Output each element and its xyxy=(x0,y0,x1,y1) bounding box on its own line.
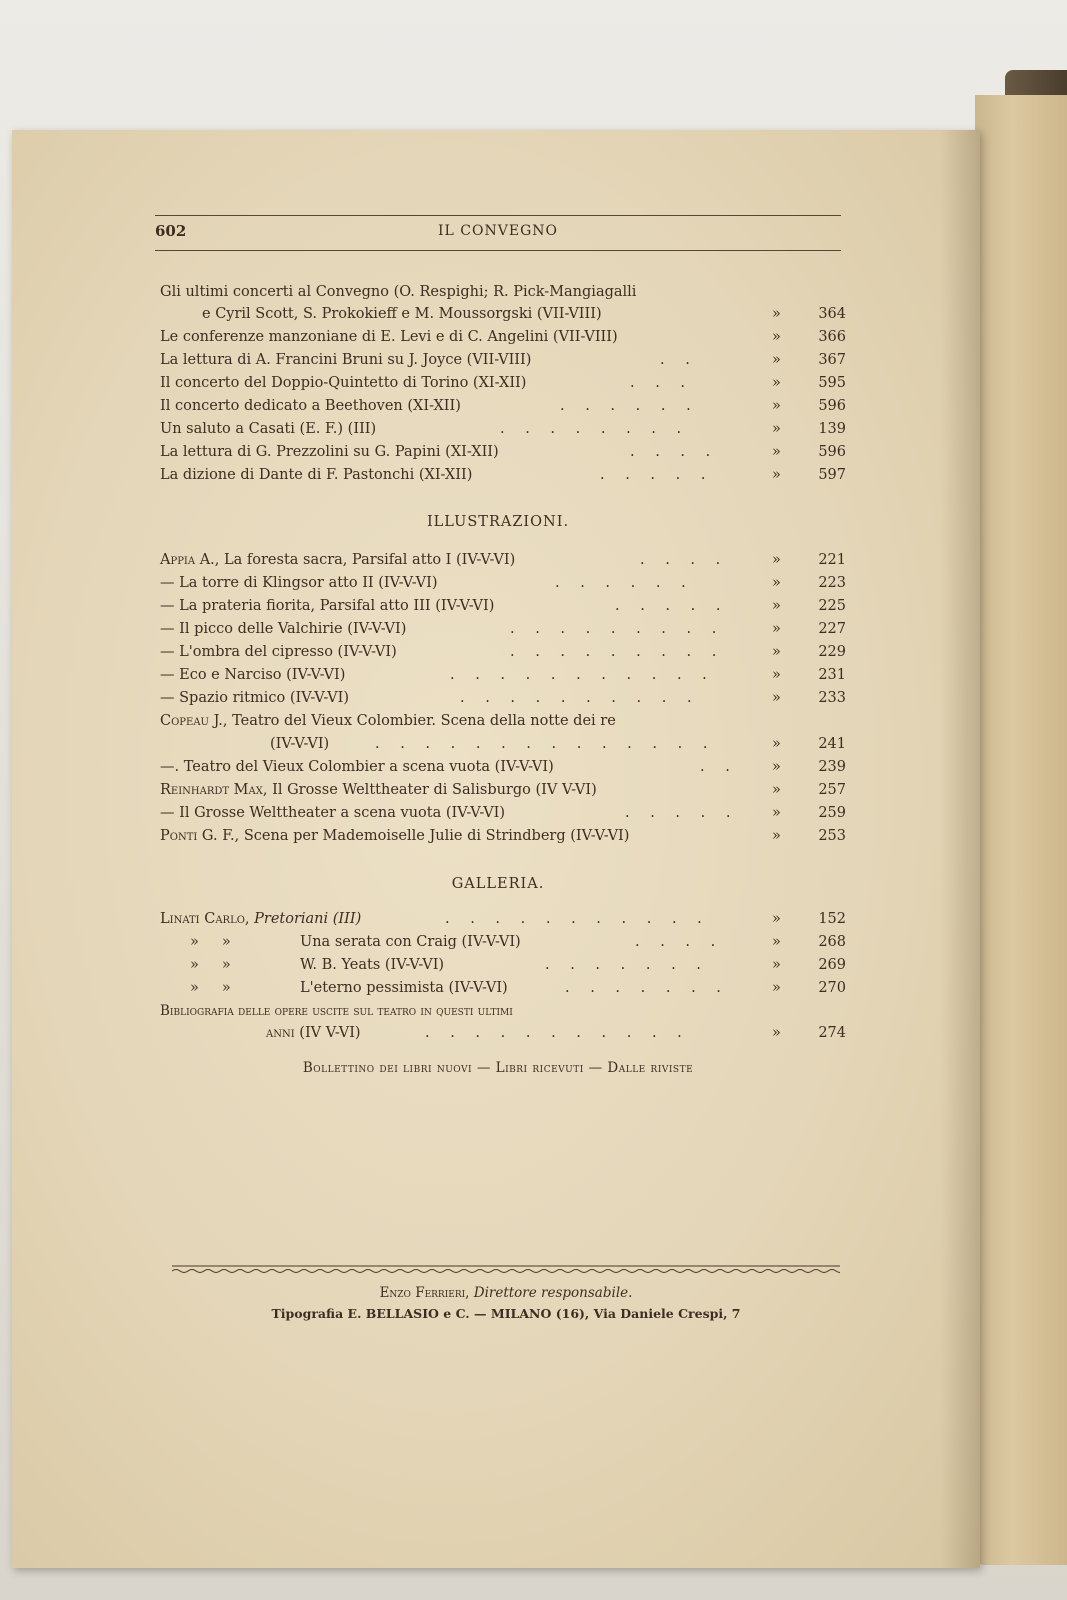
entry-text: La dizione di Dante di F. Pastonchi (XI-XII) xyxy=(160,467,473,483)
index-entry: Un saluto a Casati (E. F.) (III) . . . . . . . . » 139 xyxy=(160,418,846,440)
entry-text: — Spazio ritmico (IV-V-VI) xyxy=(160,690,350,706)
author-name: Ponti G. F., xyxy=(160,828,240,844)
entry-page: 139 xyxy=(818,421,846,437)
index-entry: — Eco e Narciso (IV-V-VI) . . . . . . . . . . . » 231 xyxy=(160,664,846,686)
ditto-mark: » xyxy=(772,957,781,973)
entry-text: — Il Grosse Welttheater a scena vuota (IV-V-VI) xyxy=(160,805,506,821)
entry-text: Il concerto dedicato a Beethoven (XI-XII) xyxy=(160,398,461,414)
ditto-mark: » xyxy=(772,621,781,637)
entry-text: Teatro del Vieux Colombier. Scena della notte dei re xyxy=(232,713,616,729)
index-entry: —. Teatro del Vieux Colombier a scena vuota (IV-V-VI) . . » 239 xyxy=(160,756,846,778)
ditto-mark: » xyxy=(772,805,781,821)
entry-text: —. Teatro del Vieux Colombier a scena vuota (IV-V-VI) xyxy=(160,759,554,775)
index-entry: — Spazio ritmico (IV-V-VI) . . . . . . . . . . » 233 xyxy=(160,687,846,709)
entry-page: 253 xyxy=(818,828,846,844)
ditto-mark: » xyxy=(772,398,781,414)
index-entry: » » L'eterno pessimista (IV-V-VI) . . . . . . . » 270 xyxy=(160,977,846,999)
ditto-mark: » xyxy=(772,934,781,950)
entry-text: W. B. Yeats (IV-V-VI) xyxy=(300,957,445,973)
adjacent-page-edge xyxy=(975,95,1067,1565)
editor-name: Enzo Ferrieri, xyxy=(379,1285,470,1301)
author-name: Appia A., xyxy=(160,552,220,568)
ditto-mark: » xyxy=(772,467,781,483)
entry-page: 268 xyxy=(818,934,846,950)
entry-text: — La prateria fiorita, Parsifal atto III (IV-V-VI) xyxy=(160,598,495,614)
index-entry: (IV-V-VI) . . . . . . . . . . . . . . » 241 xyxy=(160,733,846,755)
printer-line: Tipografia E. BELLASIO e C. — MILANO (16), Via Daniele Crespi, 7 xyxy=(271,1306,741,1321)
index-entry xyxy=(160,326,846,348)
entry-page: 241 xyxy=(818,736,846,752)
index-entry: Il concerto del Doppio-Quintetto di Torino (XI-XII) . . . » 595 xyxy=(160,372,846,394)
entry-text: Una serata con Craig (IV-V-VI) xyxy=(300,934,521,950)
entry-page: 596 xyxy=(818,398,846,414)
entry-text: La lettura di G. Prezzolini su G. Papini (XI-XII) xyxy=(160,444,499,460)
ditto-marks: » » xyxy=(190,934,231,950)
entry-text: — L'ombra del cipresso (IV-V-VI) xyxy=(160,644,397,660)
ditto-mark: » xyxy=(772,644,781,660)
entry-page: 221 xyxy=(818,552,846,568)
index-entry xyxy=(160,281,846,303)
ditto-mark: » xyxy=(772,759,781,775)
entry-text: Il Grosse Welttheater di Salisburgo (IV V-VI) xyxy=(272,782,597,798)
entry-page: 596 xyxy=(818,444,846,460)
ditto-mark: » xyxy=(772,552,781,568)
entry-page: 259 xyxy=(818,805,846,821)
ditto-mark: » xyxy=(772,421,781,437)
ditto-marks: » » xyxy=(190,980,231,996)
wavy-rule-ornament xyxy=(172,1264,840,1274)
entry-text: — La torre di Klingsor atto II (IV-V-VI) xyxy=(160,575,438,591)
bibliografia-years: anni (IV V-VI) xyxy=(266,1025,361,1041)
author-name: Reinhardt Max, xyxy=(160,782,268,798)
entry-page: 269 xyxy=(818,957,846,973)
index-entry: La lettura di G. Prezzolini su G. Papini (XI-XII) . . . . » 596 xyxy=(160,441,846,463)
entry-text: e Cyril Scott, S. Prokokieff e M. Moussorgski (VII-VIII) xyxy=(202,306,602,322)
section-title-galleria: GALLERIA. xyxy=(451,876,545,892)
index-entry xyxy=(160,779,846,801)
index-entry: — L'ombra del cipresso (IV-V-VI) . . . . . . . . . » 229 xyxy=(160,641,846,663)
ditto-mark: » xyxy=(772,444,781,460)
entry-text: — Il picco delle Valchirie (IV-V-VI) xyxy=(160,621,407,637)
running-header xyxy=(155,222,841,244)
index-entry: — Il Grosse Welttheater a scena vuota (IV-V-VI) . . . . . » 259 xyxy=(160,802,846,824)
entry-page: 366 xyxy=(818,329,846,345)
entry-text: Il concerto del Doppio-Quintetto di Torino (XI-XII) xyxy=(160,375,527,391)
ditto-mark: » xyxy=(772,911,781,927)
entry-page: 225 xyxy=(818,598,846,614)
entry-page: 364 xyxy=(818,306,846,322)
ditto-mark: » xyxy=(772,980,781,996)
entry-text: La foresta sacra, Parsifal atto I (IV-V-VI) xyxy=(224,552,516,568)
index-entry xyxy=(160,303,846,325)
header-rule-top xyxy=(155,215,841,216)
entry-text: Pretoriani (III) xyxy=(254,911,362,927)
ditto-mark: » xyxy=(772,352,781,368)
ditto-mark: » xyxy=(772,736,781,752)
ditto-marks: » » xyxy=(190,957,231,973)
entry-text: Un saluto a Casati (E. F.) (III) xyxy=(160,421,377,437)
ditto-mark: » xyxy=(772,690,781,706)
author-name: Copeau J., xyxy=(160,713,228,729)
entry-text: La lettura di A. Francini Bruni su J. Joyce (VII-VIII) xyxy=(160,352,532,368)
ditto-mark: » xyxy=(772,598,781,614)
entry-text: L'eterno pessimista (IV-V-VI) xyxy=(300,980,508,996)
entry-page: 597 xyxy=(818,467,846,483)
entry-text: Gli ultimi concerti al Convegno (O. Respighi; R. Pick-Mangiagalli xyxy=(160,284,637,300)
index-entry: — La torre di Klingsor atto II (IV-V-VI) . . . . . . » 223 xyxy=(160,572,846,594)
index-entry: anni (IV V-VI) . . . . . . . . . . . » 274 xyxy=(160,1022,846,1044)
journal-title: IL CONVEGNO xyxy=(438,223,558,239)
entry-page: 233 xyxy=(818,690,846,706)
index-entry xyxy=(160,825,846,847)
index-entry: » » W. B. Yeats (IV-V-VI) . . . . . . . » 269 xyxy=(160,954,846,976)
entry-page: 274 xyxy=(818,1025,846,1041)
entry-page: 239 xyxy=(818,759,846,775)
ditto-mark: » xyxy=(772,329,781,345)
index-entry: Appia A., La foresta sacra, Parsifal atto I (IV-V-VI) . . . . » 221 xyxy=(160,549,846,571)
index-entry xyxy=(160,1000,846,1022)
index-entry: Il concerto dedicato a Beethoven (XI-XII) . . . . . . » 596 xyxy=(160,395,846,417)
editor-line xyxy=(172,1285,840,1301)
index-entry: La dizione di Dante di F. Pastonchi (XI-XII) . . . . . » 597 xyxy=(160,464,846,486)
bollettino-line: Bollettino dei libri nuovi — Libri ricevuti — Dalle riviste xyxy=(302,1060,694,1076)
ditto-mark: » xyxy=(772,375,781,391)
section-title-illustrazioni: ILLUSTRAZIONI. xyxy=(426,514,570,530)
page-number: 602 xyxy=(155,222,187,240)
ditto-mark: » xyxy=(772,1025,781,1041)
entry-text: — Eco e Narciso (IV-V-VI) xyxy=(160,667,346,683)
entry-page: 270 xyxy=(818,980,846,996)
author-name: Linati Carlo, xyxy=(160,911,250,927)
editor-role: Direttore responsabile. xyxy=(473,1285,633,1301)
index-entry: » » Una serata con Craig (IV-V-VI) . . . . » 268 xyxy=(160,931,846,953)
index-entry xyxy=(160,710,846,732)
entry-page: 229 xyxy=(818,644,846,660)
entry-page: 227 xyxy=(818,621,846,637)
entry-text: (IV-V-VI) xyxy=(270,736,330,752)
entry-page: 257 xyxy=(818,782,846,798)
index-entry: La lettura di A. Francini Bruni su J. Joyce (VII-VIII) . . » 367 xyxy=(160,349,846,371)
page-gutter-shadow xyxy=(940,130,980,1568)
ditto-mark: » xyxy=(772,306,781,322)
entry-page: 367 xyxy=(818,352,846,368)
ditto-mark: » xyxy=(772,828,781,844)
entry-page: 595 xyxy=(818,375,846,391)
entry-text: Scena per Mademoiselle Julie di Strindberg (IV-V-VI) xyxy=(243,828,630,844)
entry-text: Le conferenze manzoniane di E. Levi e di C. Angelini (VII-VIII) xyxy=(160,329,618,345)
ditto-mark: » xyxy=(772,667,781,683)
entry-page: 223 xyxy=(818,575,846,591)
index-entry: — Il picco delle Valchirie (IV-V-VI) . . . . . . . . . » 227 xyxy=(160,618,846,640)
bibliografia-heading: Bibliografia delle opere uscite sul teatro in questi ultimi xyxy=(160,1003,513,1019)
entry-page: 152 xyxy=(818,911,846,927)
index-entry: — La prateria fiorita, Parsifal atto III (IV-V-VI) . . . . . » 225 xyxy=(160,595,846,617)
header-rule-bottom xyxy=(155,250,841,251)
ditto-mark: » xyxy=(772,782,781,798)
entry-page: 231 xyxy=(818,667,846,683)
ditto-mark: » xyxy=(772,575,781,591)
index-entry: Linati Carlo, Pretoriani (III) . . . . . . . . . . . » 152 xyxy=(160,908,846,930)
